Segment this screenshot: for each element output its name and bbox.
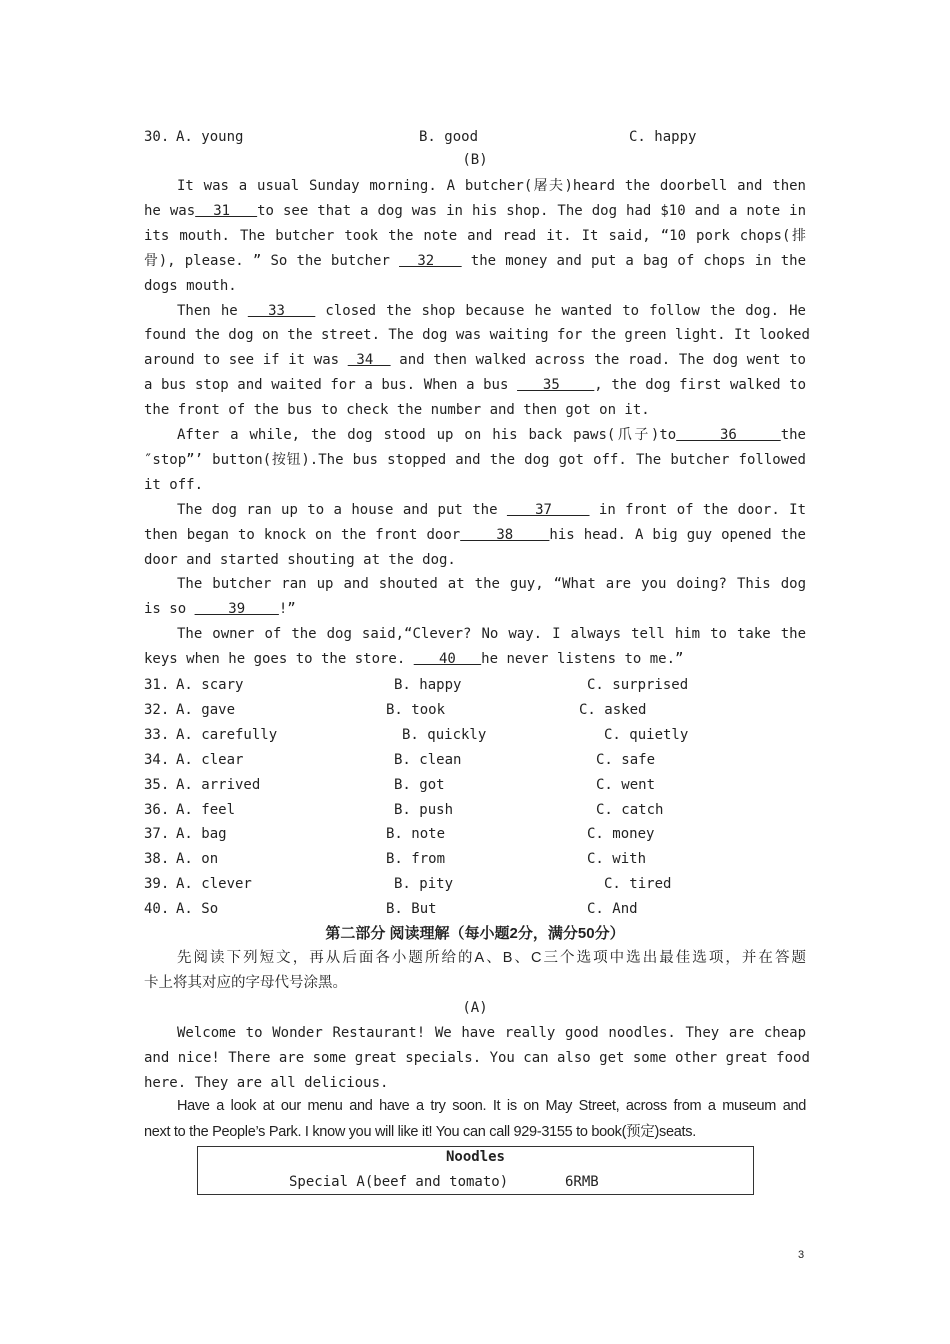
passage-b-line (144, 523, 806, 548)
passage-b-line (144, 448, 806, 473)
answer-blank: 35 (517, 377, 595, 394)
q32-option-b: B. took (386, 701, 446, 718)
passage-text: and then walked across the road. The dog went to (390, 352, 806, 369)
q33-option-a: A. carefully (176, 726, 278, 743)
q40-option-a: A. So (176, 901, 219, 918)
passage-text: It was a usual Sunday morning. A butcher(屠夫)heard the doorbell and then (177, 178, 806, 194)
passage-b-line (144, 323, 810, 348)
answer-blank: 40 (413, 651, 482, 668)
passage-text: is so (144, 601, 195, 618)
menu-price: 6RMB (565, 1174, 599, 1190)
q37-option-c: C. money (587, 826, 655, 843)
q36-option-number: 36. (144, 801, 170, 818)
q33-option-c: C. quietly (604, 726, 689, 743)
passage-text: keys when he goes to the store. (144, 651, 414, 668)
passage-b-line (144, 249, 806, 274)
q34-option-a: A. clear (176, 751, 244, 768)
passage-text: a bus stop and waited for a bus. When a bus (144, 377, 518, 394)
passage-b-line (144, 274, 806, 299)
passage-text: closed the shop because he wanted to follow the dog. He (315, 302, 806, 319)
q36-option-c: C. catch (596, 801, 664, 818)
passage-a-line-1: Welcome to Wonder Restaurant! We have really good noodles. They are cheap (177, 1025, 806, 1041)
q38-option-b: B. from (386, 851, 446, 868)
q31-option-a: A. scary (176, 677, 244, 693)
q32-option-number: 32. (144, 701, 170, 718)
passage-a-line-2: and nice! There are some great specials. You can also get some other great food (144, 1050, 810, 1066)
q31-option-c: C. surprised (587, 677, 689, 693)
passage-text: The owner of the dog said,“Clever? No way. I always tell him to take the (177, 626, 806, 643)
passage-text: it off. (144, 476, 204, 493)
passage-b-line (144, 423, 806, 448)
passage-b-line (144, 199, 806, 224)
passage-text: in front of the door. It (589, 501, 807, 518)
answer-blank: 33 (247, 302, 316, 319)
passage-text: he was (144, 202, 196, 219)
q40-option-c: C. And (587, 901, 638, 918)
q38-option-c: C. with (587, 851, 647, 868)
q40-option-number: 40. (144, 901, 170, 918)
q37-option-a: A. bag (176, 826, 227, 843)
passage-text: Then he (177, 302, 248, 319)
part2-instruction-2: 卡上将其对应的字母代号涂黑。 (144, 975, 347, 991)
passage-text: the (780, 427, 806, 443)
passage-text: around to see if it was (144, 352, 348, 369)
answer-blank: 31 (195, 202, 258, 219)
menu-table (197, 1146, 754, 1195)
passage-b-line (144, 174, 806, 199)
passage-b-line (144, 622, 806, 647)
passage-b-line (144, 597, 806, 622)
passage-b-line (144, 473, 806, 498)
q33-option-b: B. quickly (402, 726, 487, 743)
q39-option-c: C. tired (604, 876, 672, 893)
answer-blank: 32 (399, 252, 462, 269)
passage-text: found the dog on the street. The dog was waiting for the green light. It looked (144, 327, 810, 344)
passage-text: After a while, the dog stood up on his back paws(爪子)to (177, 427, 677, 443)
q36-option-a: A. feel (176, 801, 236, 818)
q38-option-a: A. on (176, 851, 219, 868)
q30-number: 30. (144, 129, 170, 145)
q39-option-b: B. pity (394, 876, 454, 893)
answer-blank: 34 (347, 352, 391, 369)
passage-b-line (144, 572, 806, 597)
q30-option-a: A. young (176, 129, 244, 145)
menu-title: Noodles (445, 1149, 505, 1165)
q35-option-c: C. went (596, 776, 656, 793)
answer-blank: 37 (506, 501, 590, 518)
passage-text: to see that a dog was in his shop. The dog had $10 and a note in (257, 202, 806, 219)
passage-a-line-5: next to the People’s Park. I know you will like it! You can call 929-3155 to book(预定)seats. (144, 1124, 696, 1140)
q32-option-a: A. gave (176, 701, 236, 718)
passage-text: The dog ran up to a house and put the (177, 501, 507, 518)
page-number: 3 (798, 1249, 805, 1261)
q38-option-number: 38. (144, 851, 170, 868)
q31-option-number: 31. (144, 677, 170, 693)
q34-option-number: 34. (144, 751, 170, 768)
q35-option-b: B. got (394, 776, 445, 793)
passage-text: the front of the bus to check the number and then got on it. (144, 402, 650, 419)
q39-option-a: A. clever (176, 876, 252, 893)
q31-option-b: B. happy (394, 677, 462, 693)
passage-a-line-4: Have a look at our menu and have a try soon. It is on May Street, across from a museum and (177, 1098, 806, 1114)
passage-text: , the dog first walked to (594, 377, 807, 394)
part2-heading: 第二部分 阅读理解（每小题2分，满分50分） (325, 925, 625, 942)
passage-b-line (144, 548, 806, 573)
answer-blank: 39 (194, 601, 279, 618)
q35-option-number: 35. (144, 776, 170, 793)
passage-text: the money and put a bag of chops in the (461, 252, 806, 269)
passage-text: door and started shouting at the dog. (144, 551, 456, 568)
q37-option-b: B. note (386, 826, 446, 843)
passage-text: dogs mouth. (144, 277, 237, 294)
passage-b-line (144, 348, 806, 373)
answer-blank: 38 (460, 526, 550, 543)
q39-option-number: 39. (144, 876, 170, 893)
q32-option-c: C. asked (579, 701, 647, 718)
q34-option-c: C. safe (596, 751, 656, 768)
passage-b-line (144, 647, 806, 672)
passage-a-line-3: here. They are all delicious. (144, 1075, 389, 1091)
passage-a-label: (A) (462, 1000, 488, 1016)
passage-b-line (144, 373, 806, 398)
q35-option-a: A. arrived (176, 776, 261, 793)
passage-text: its mouth. The butcher took the note and read it. It said, “10 pork chops(排 (144, 227, 806, 244)
passage-b-line (144, 224, 806, 249)
part2-instruction-1: 先阅读下列短文，再从后面各小题所给的A、B、C三个选项中选出最佳选项，并在答题 (177, 950, 806, 966)
passage-text: his head. A big guy opened the (549, 526, 806, 543)
passage-text: then began to knock on the front door (144, 526, 461, 543)
passage-b-line (144, 498, 806, 523)
passage-b-line (144, 398, 806, 423)
q33-option-number: 33. (144, 726, 170, 743)
answer-blank: 36 (676, 427, 781, 443)
passage-text: he never listens to me.” (481, 651, 684, 668)
q36-option-b: B. push (394, 801, 454, 818)
q37-option-number: 37. (144, 826, 170, 843)
passage-text: !” (278, 601, 296, 618)
passage-b-label: (B) (462, 152, 488, 168)
passage-text: 骨), please. ” So the butcher (144, 252, 400, 269)
q30-option-c: C. happy (629, 129, 697, 145)
menu-item: Special A(beef and tomato) (289, 1174, 509, 1190)
passage-text: The butcher ran up and shouted at the guy, “What are you doing? This dog (177, 576, 806, 593)
passage-text: ″stop”’ button(按钮).The bus stopped and the dog got off. The butcher followed (144, 451, 806, 468)
q34-option-b: B. clean (394, 751, 462, 768)
q30-option-b: B. good (419, 129, 479, 145)
q40-option-b: B. But (386, 901, 437, 918)
passage-b-line (144, 299, 806, 324)
